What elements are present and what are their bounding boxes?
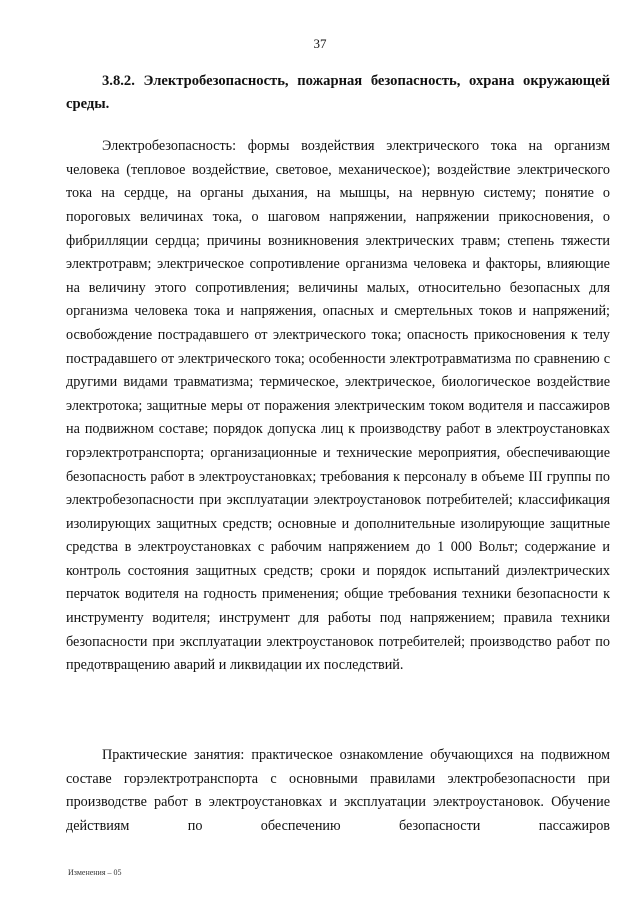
paragraph-practical-lessons: Практические занятия: практическое ознакомление обучающихся на подвижном составе горэлектротранспорта с основными правилами электробезопасности при производстве работ в электроустановках и эксплуатации электроустановок. Обучение действиям по обеспечению безопасности пассажиров — [66, 747, 610, 834]
page-number: 37 — [313, 36, 327, 51]
paragraph-electrical-safety: Электробезопасность: формы воздействия электрического тока на организм человека (тепловое воздействие, световое, механическое); воздействие электрического тока на сердце, на органы дыхания, на мышцы, на нервную систему; понятие о пороговых величинах тока, о шаговом напряжении, напряжении прикосновения, о фибрилляции сердца; причины возникновения электрических травм; степень тяжести электротравм; электрическое сопротивление организма человека и факторы, влияющие на величину этого сопротивления; величины малых, относительно безопасных для организма человека тока и напряжения, опасных и смертельных токов и напряжений; освобождение пострадавшего от электрического тока; опасность прикосновения к телу пострадавшего от электрического тока; особенности электротравматизма по сравнению с другими видами травматизма; термическое, электрическое, биологическое воздействие электротока; защитные меры от поражения электрическим током водителя и пассажиров на подвижном составе; порядок допуска лиц к производству работ в электроустановках горэлектротранспорта; организационные и технические мероприятия, обеспечивающие безопасность работ в электроустановках; требования к персоналу в объеме III группы по электробезопасности при эксплуатации электроустановок потребителей; классификация изолирующих защитных средств; основные и дополнительные изолирующие защитные средства в электроустановках с рабочим напряжением до 1 000 Вольт; содержание и контроль состояния защитных средств; сроки и порядок испытаний диэлектрических перчаток водителя на годность применения; общие требования техники безопасности к инструменту водителя; инструмент для работы под напряжением; правила техники безопасности при эксплуатации электроустановок потребителей; производство работ по предотвращению аварий и ликвидации их последствий. — [66, 138, 610, 674]
footer-revision-note: Изменения – 05 — [68, 868, 122, 877]
section-heading: 3.8.2. Электробезопасность, пожарная безопасность, охрана окружающей среды. — [66, 73, 610, 112]
